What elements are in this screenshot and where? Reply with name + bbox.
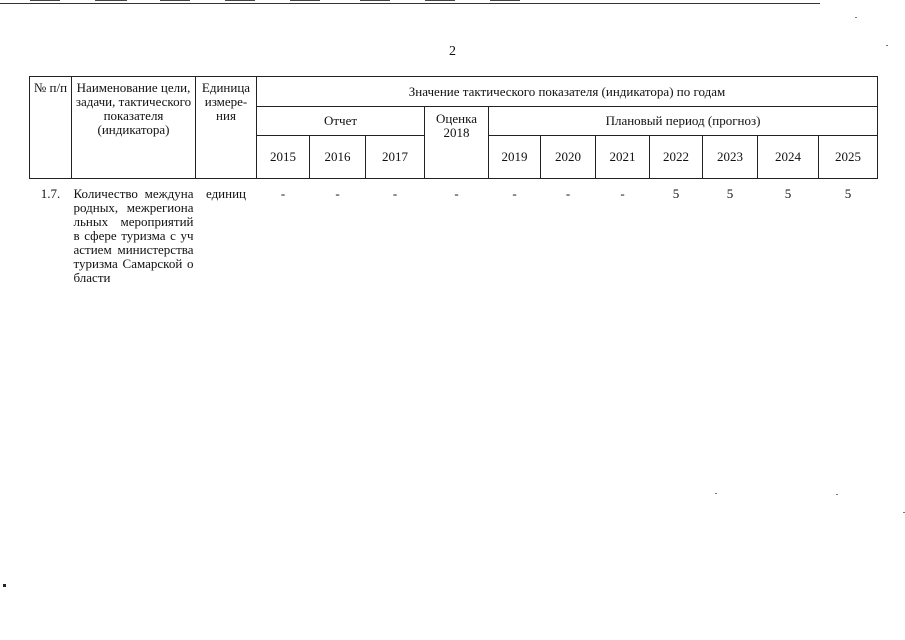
indicator-table [29, 76, 878, 287]
header-unit: Единица измере-ния [196, 77, 257, 179]
top-scan-mark [490, 0, 520, 1]
header-report: Отчет [257, 107, 425, 136]
row-value: - [620, 186, 625, 201]
header-value-group: Значение тактического показателя (индикатора) по годам [257, 77, 878, 107]
header-year: 2019 [489, 136, 541, 179]
row-value: 5 [784, 186, 792, 201]
scan-speck [3, 584, 6, 587]
header-year: 2021 [596, 136, 650, 179]
header-number: № п/п [30, 77, 72, 179]
row-value: - [512, 186, 517, 201]
header-year: 2015 [257, 136, 310, 179]
row-value: - [335, 186, 340, 201]
top-scan-mark [160, 0, 190, 1]
page-number: 2 [449, 44, 456, 59]
row-value: - [454, 186, 459, 201]
row-value: - [565, 186, 571, 201]
header-name: Наименование цели, задачи, тактического показателя (индикатора) [72, 77, 196, 179]
top-rule [0, 3, 820, 4]
header-plan: Плановый период (прогноз) [489, 107, 878, 136]
row-value: 5 [726, 186, 734, 201]
header-year: 2020 [541, 136, 596, 179]
header-estimate: Оценка 2018 [425, 107, 489, 179]
row-name [72, 179, 196, 288]
row-value: 5 [672, 186, 680, 201]
top-scan-mark [30, 0, 60, 1]
header-year: 2022 [650, 136, 703, 179]
top-scan-mark [290, 0, 320, 1]
top-scan-mark [425, 0, 455, 1]
top-scan-mark [360, 0, 390, 1]
header-year: 2016 [310, 136, 366, 179]
header-year: 2024 [758, 136, 819, 179]
scan-speck [855, 17, 857, 18]
row-unit: единиц [205, 186, 247, 201]
top-scan-mark [225, 0, 255, 1]
scan-speck [836, 494, 838, 495]
header-year: 2025 [819, 136, 878, 179]
row-number: 1.7. [40, 186, 61, 201]
top-scan-mark [95, 0, 127, 1]
row-value: 5 [844, 186, 852, 201]
table-row [30, 179, 878, 288]
row-name-text: Количество международных, межрегиональных мероприятий в сфере туризма с участием министерства туризма Самарской области [73, 186, 194, 285]
scan-speck [715, 493, 717, 494]
row-value: - [280, 186, 286, 201]
row-value: - [392, 186, 398, 201]
header-year: 2017 [366, 136, 425, 179]
header-year: 2023 [703, 136, 758, 179]
